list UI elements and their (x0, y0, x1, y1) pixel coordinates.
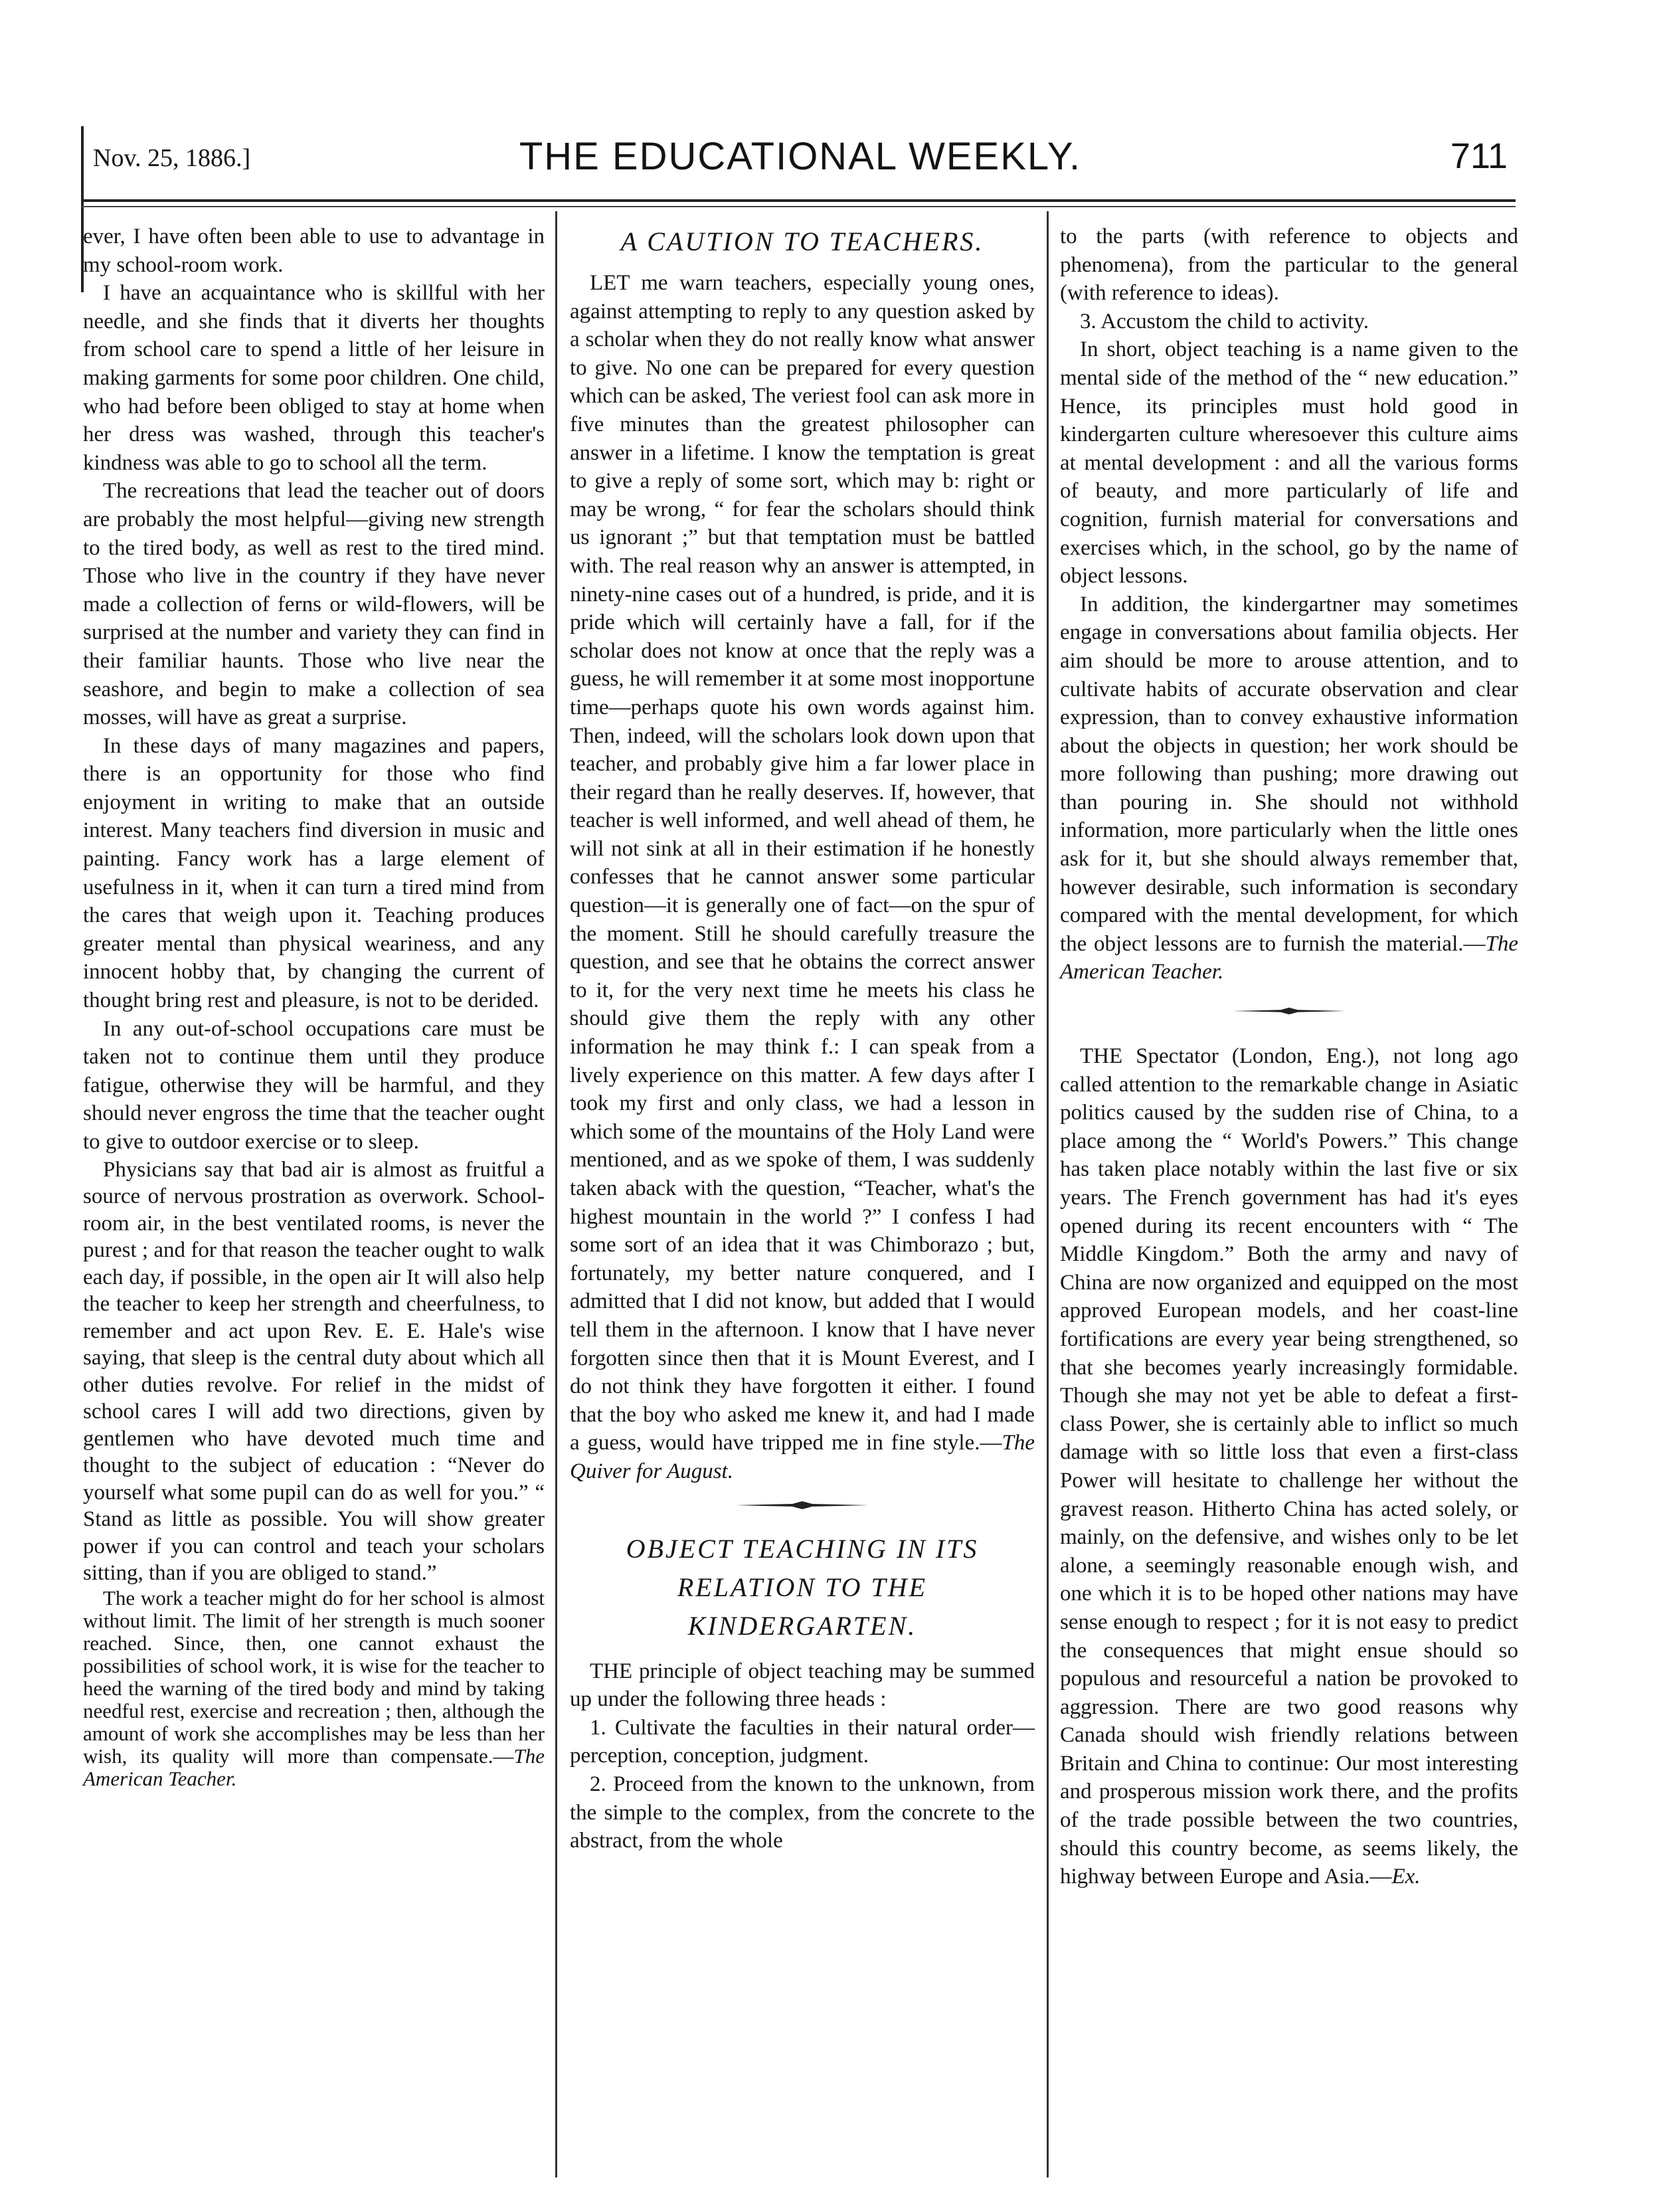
paragraph (1060, 591, 1518, 986)
source-attribution: The American Teacher. (1060, 931, 1518, 984)
list-item: 1. Cultivate the faculties in their natural order—perception, conception, judgment. (570, 1715, 1035, 1768)
page-header (86, 132, 1514, 185)
paragraph-text: THE Spectator (London, Eng.), not long ago called attention to the remarkable change in Asiatic politics caused by the sudden rise of China, to a place among the “ World's Powers.” This change has taken place notably within the last five or six years. The French government has had it's eyes opened during its recent encounters with “ The Middle Kingdom.” Both the army and navy of China are now organized and equipped on the most approved European models, and her coast-line fortifications are every year being strengthened, so that she becomes yearly increasingly formidable. Though she may not yet be able to defeat a first-class Power, she is certainly able to inflict so much damage with so little loss that even a first-class Power will hesitate to challenge her without the gravest reason. Hitherto China has acted solely, or mainly, on the defensive, and wishes only to be let alone, a seemingly reasonable enough wish, and one which it is to be hoped other nations may have sense enough to respect ; for it is not easy to predict the consequences that might ensue should so populous and resourceful a nation be provoked to aggression. There are two good reasons why Canada should wish friendly relations between Britain and China to continue: Our most interesting and prosperous mission work there, and the profits of the trade possible between the two countries, should this country become, as seems likely, the highway between Europe and Asia.— (1060, 1044, 1518, 1889)
paragraph (1060, 1042, 1518, 1891)
paragraph-closing (83, 1587, 545, 1790)
paragraph-text: In addition, the kindergartner may sometimes engage in conversations about familia objects. Her aim should be more to arouse attention, and to cultivate habits of accurate observation and clear expression, than to convey exhaustive information about the objects in question; her work should be more following than pushing; more drawing out than pouring in. She should not withhold information, more particularly when the little ones ask for it, but she should always remember that, however desirable, such information is secondary compared with the mental development, for which the object lessons are to furnish the material.— (1060, 592, 1518, 956)
section-ornament (1233, 1006, 1346, 1016)
header-rule-thin (81, 206, 1516, 207)
column-1 (83, 223, 545, 1790)
section-ornament (736, 1501, 869, 1510)
column-divider-right (1047, 211, 1049, 2177)
column-2 (570, 223, 1035, 1855)
page-number: 711 (1450, 136, 1508, 176)
column-divider-left (555, 211, 557, 2177)
paragraph: to the parts (with reference to objects and phenomena), from the particular to the general (with reference to ideas). (1060, 225, 1518, 306)
article-title: OBJECT TEACHING IN ITS RELATION TO THE KINDERGARTEN. (626, 1533, 979, 1641)
publication-title: THE EDUCATIONAL WEEKLY. (519, 135, 1082, 178)
paragraph (570, 269, 1035, 1486)
paragraph: In these days of many magazines and papers, there is an opportunity for those who find enjoyment in writing to make that an outside interest. Many teachers find diversion in music and painting. Fancy work has a large element of usefulness in it, when it can turn a tired mind from the cares that weigh upon it. Teaching produces greater mental than physical weariness, and any innocent hobby that, by changing the current of thought bring rest and pleasure, is not to be derided. (83, 733, 545, 1013)
paragraph: The recreations that lead the teacher out of doors are probably the most helpful—giving new strength to the tired body, as well as rest to the tired mind. Those who live in the country if they have never made a collection of ferns or wild-flowers, will be surprised at the number and variety they can find in their familiar haunts. Those who live near the seashore, and begin to make a collection of sea mosses, will have as great a surprise. (83, 479, 545, 730)
paragraph-text: The work a teacher might do for her school is almost without limit. The limit of her strength is much sooner reached. Since, then, one cannot exhaust the possibilities of school work, it is wise for the teacher to heed the warning of the tired body and mind by taking needful rest, exercise and recreation ; then, although the amount of work she accomplishes may be less than her wish, its quality will more than compensate.— (83, 1586, 545, 1768)
article-title: A CAUTION TO TEACHERS. (620, 227, 984, 256)
paragraph: I have an acquaintance who is skillful with her needle, and she finds that it diverts her thoughts from school care to spend a little of her leisure in making garments for some poor children. One child, who had before been obliged to stay at home when her dress was washed, through this teacher's kindness was able to go to school all the term. (83, 281, 545, 475)
header-rule (81, 199, 1516, 202)
paragraph: THE principle of object teaching may be summed up under the following three heads : (570, 1659, 1035, 1712)
list-item: 2. Proceed from the known to the unknown, from the simple to the complex, from the concrete to the abstract, from the whole (570, 1772, 1035, 1853)
source-attribution: The Quiver for August. (570, 1431, 1035, 1483)
paragraph: In short, object teaching is a name given to the mental side of the method of the “ new education.” Hence, its principles must hold good in kindergarten culture wheresoever this culture aims at mental development : and all the various forms of beauty, and more particularly of life and cognition, furnish material for conversations and exercises which, in the school, go by the name of object lessons. (1060, 337, 1518, 589)
header-date: Nov. 25, 1886.] (93, 144, 251, 172)
source-attribution: The American Teacher. (83, 1744, 545, 1790)
paragraph: Physicians say that bad air is almost as fruitful a source of nervous prostration as overwork. School-room air, in the best ventilated rooms, is never the purest ; and for that reason the teacher ought to walk each day, if possible, in the open air It will also help the teacher to keep her strength and cheerfulness, to remember and act upon Rev. E. E. Hale's wise saying, that sleep is the central duty about which all other duties revolve. For relief in the midst of school cares I will add two directions, given by gentlemen who have devoted much time and thought to the subject of education : “Never do yourself what some pupil can do as well for you.” “ Stand as little as possible. You will show greater power if you can control and teach your scholars sitting, than if you are obliged to stand.” (83, 1157, 545, 1586)
list-item: 3. Accustom the child to activity. (1080, 309, 1369, 333)
source-attribution: Ex. (1391, 1865, 1421, 1889)
column-3 (1060, 223, 1518, 1891)
paragraph: In any out-of-school occupations care must be taken not to continue them until they produce fatigue, otherwise they will be harmful, and they should never engross the time that the teacher ought to give to outdoor exercise or to sleep. (83, 1016, 545, 1154)
paragraph-text: LET me warn teachers, especially young ones, against attempting to reply to any question asked by a scholar when they do not really know what answer to give. No one can be prepared for every question which can be asked, The veriest fool can ask more in five minutes than the greatest philosopher can answer in a lifetime. I know the temptation is great to give a reply of some sort, which may b: right or may be wrong, “ for fear the scholars should think us ignorant ;” but that temptation must be battled with. The real reason why an answer is attempted, in ninety-nine cases out of a hundred, is pride, and it is pride which will certainly have a fall, for if the scholar does not know at once that the reply was a guess, he will remember it at some most inopportune time—perhaps quote his own words against him. Then, indeed, will the scholars look down upon that teacher, and probably give him a far lower place in their regard than he really deserves. If, however, that teacher is well informed, and well ahead of them, he will not sink at all in their estimation if he honestly confesses that he cannot answer some particular question—it is generally one of fact—on the spur of the moment. Still he should carefully treasure the question, and see that he obtains the correct answer to it, for the very next time he meets his class he should give them the reply with any other information he may think f.: I can speak from a lively experience on this matter. A few days after I took my first and only class, we had a lesson in which some of the mountains of the Holy Land were mentioned, and as we spoke of them, I was suddenly taken aback with the question, “Teacher, what's the highest mountain in the world ?” I confess I had some sort of an idea that it was Chimborazo ; but, fortunately, my better nature conquered, and I admitted that I did not know, but added that I would tell them in the afternoon. I know that I have never forgotten since then that it is Mount Everest, and I do not think they have forgotten it either. I found that the boy who asked me knew it, and had I made a guess, would have tripped me in fine style.— (570, 271, 1035, 1455)
paragraph: ever, I have often been able to use to advantage in my school-room work. (83, 225, 545, 277)
